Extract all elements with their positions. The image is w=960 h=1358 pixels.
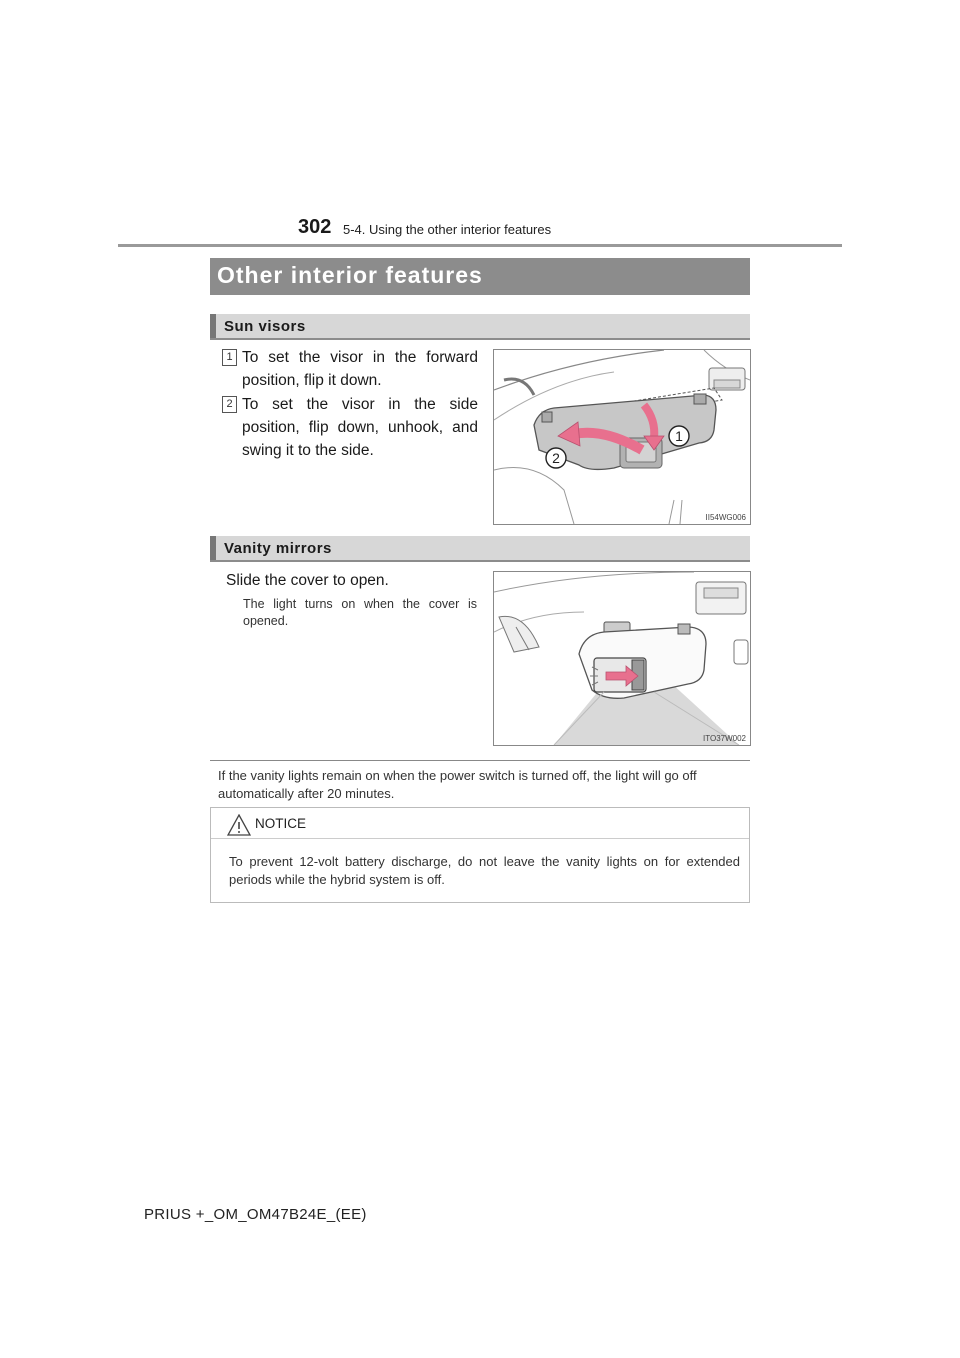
running-head: 5-4. Using the other interior features: [343, 222, 552, 237]
vanity-mirror-drawing: [494, 572, 750, 745]
step-number-2: 2: [222, 396, 237, 413]
note-rule: [210, 760, 750, 761]
section-heading-label: Vanity mirrors: [224, 540, 332, 557]
figure-code: ITO37W002: [703, 734, 746, 743]
sun-visor-drawing: [494, 350, 750, 524]
footer-code: PRIUS +_OM_OM47B24E_(EE): [144, 1206, 367, 1223]
section-heading-vanity-mirrors: [210, 536, 750, 562]
header-rule: [118, 244, 842, 247]
vanity-mirror-illustration: [493, 571, 751, 746]
vanity-instruction: Slide the cover to open.: [226, 572, 389, 589]
page-title: Other interior features: [210, 258, 750, 295]
notice-box: [210, 807, 750, 903]
sun-visor-illustration: [493, 349, 751, 525]
vanity-note: The light turns on when the cover is opened.: [243, 597, 477, 628]
warning-triangle-icon: [227, 814, 251, 836]
figure-code: II54WG006: [705, 513, 746, 522]
info-note: If the vanity lights remain on when the power switch is turned off, the light will go off automatically after 20 minutes.: [218, 768, 697, 801]
page-number: 302: [298, 216, 332, 238]
notice-text: To prevent 12-volt battery discharge, do not leave the vanity lights on for extended periods while the hybrid system is off.: [229, 854, 740, 887]
section-accent: [210, 536, 216, 560]
notice-divider: [211, 838, 749, 839]
step-number-1: 1: [222, 349, 237, 366]
section-heading-sun-visors: [210, 314, 750, 340]
section-heading-label: Sun visors: [224, 318, 306, 335]
callout-1: 1: [675, 428, 683, 444]
notice-heading: NOTICE: [255, 816, 307, 831]
step-text-1: To set the visor in the forward position, flip it down.: [242, 349, 478, 389]
step-text-2: To set the visor in the side position, flip down, unhook, and swing it to the side.: [242, 396, 478, 459]
section-accent: [210, 314, 216, 338]
callout-2: 2: [552, 450, 560, 466]
